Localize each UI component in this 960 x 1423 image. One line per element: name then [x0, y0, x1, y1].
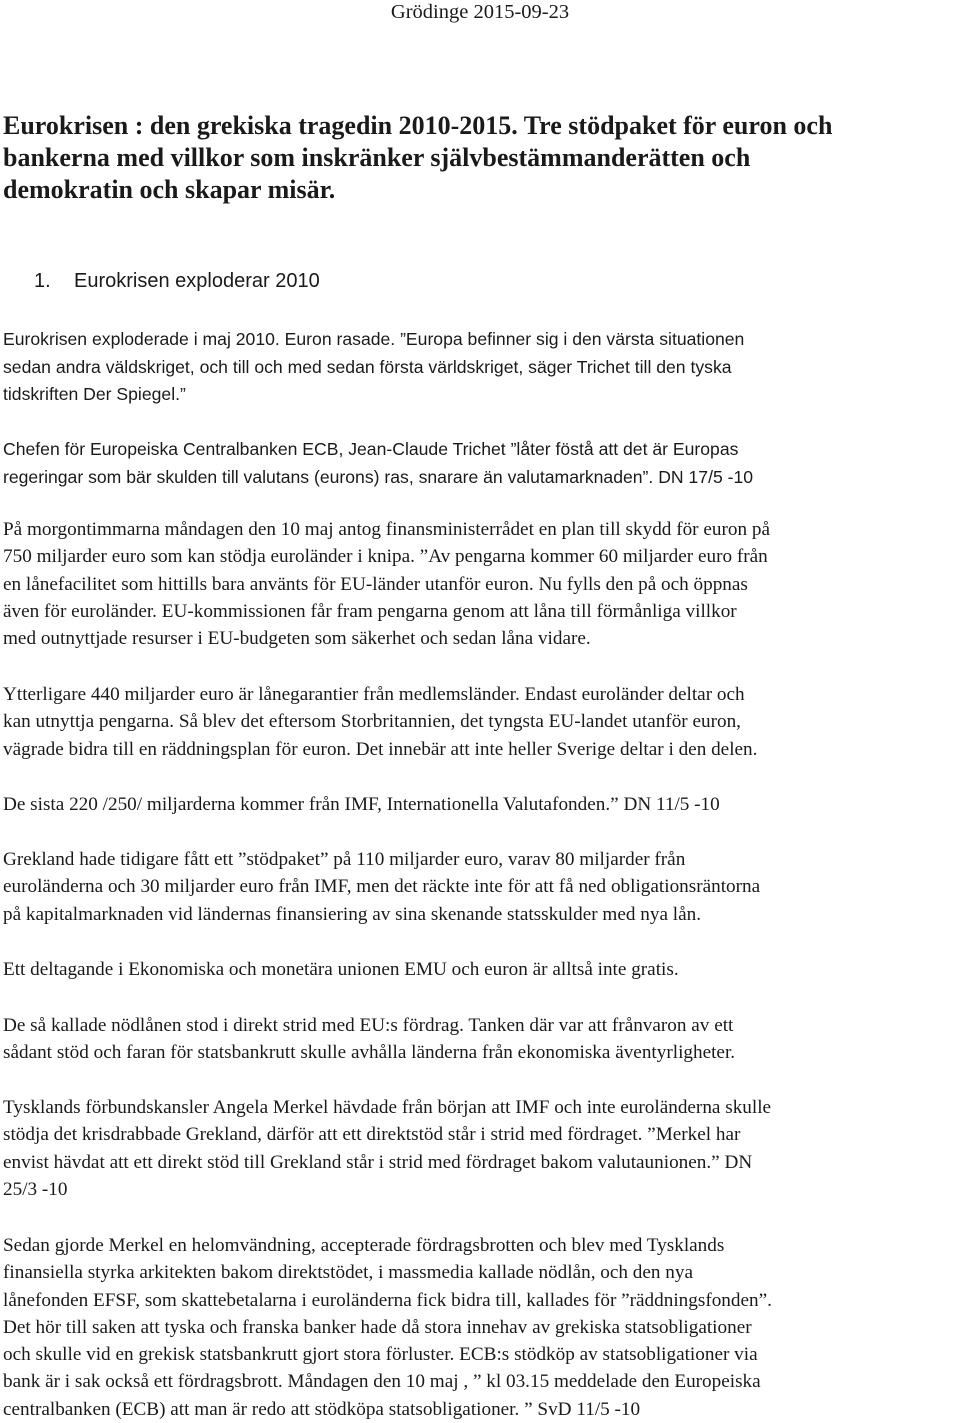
- paragraph-line: De sista 220 /250/ miljarderna kommer från IMF, Internationella Valutafonden.” DN 11/5 -10: [3, 794, 720, 815]
- paragraph-line: med outnyttjade resurser i EU-budgeten som säkerhet och sedan låna vidare.: [3, 628, 591, 650]
- section-number: 1.: [34, 270, 51, 292]
- paragraph-line: finansiella styrka arkitekten bakom direktstödet, i massmedia kallade nödlån, och den nya: [3, 1262, 694, 1284]
- paragraph: [3, 1012, 960, 1067]
- paragraph-line: lånefonden EFSF, som skattebetalarna i euroländerna fick bidra till, kallades för ”räddningsfonden”.: [3, 1289, 772, 1311]
- paragraph-line: kan utnyttja pengarna. Så blev det eftersom Storbritannien, det tyngsta EU-landet utanför euron,: [3, 711, 741, 733]
- paragraph-line: envist hävdat att ett direkt stöd till Grekland står i strid med fördraget bakom valutaunionen.” DN: [3, 1151, 753, 1173]
- title-line: demokratin och skapar misär.: [3, 175, 336, 204]
- paragraph: [3, 516, 960, 652]
- paragraph-line: sedan andra väldskriget, och till och med sedan första världskriget, säger Trichet till den tyska: [3, 356, 732, 377]
- document-title: [3, 110, 953, 206]
- paragraph-line: vägrade bidra till en räddningsplan för euron. Det innebär att inte heller Sverige deltar i den delen.: [3, 738, 758, 760]
- paragraph: [3, 436, 958, 491]
- paragraph-line: 25/3 -10: [3, 1178, 68, 1200]
- paragraph-line: bank är i sak också ett fördragsbrott. Måndagen den 10 maj , ” kl 03.15 meddelade den Europeiska: [3, 1371, 761, 1393]
- paragraph-line: regeringar som bär skulden till valutans (eurons) ras, snarare än valutamarknaden”. DN 17/5 -10: [3, 466, 754, 487]
- paragraph: [3, 1232, 960, 1423]
- section-heading-text: Eurokrisen exploderar 2010: [74, 270, 320, 292]
- paragraph-line: en lånefacilitet som hittills bara använts för EU-länder utanför euron. Nu fylls den på och öppnas: [3, 573, 748, 595]
- paragraph-line: Eurokrisen exploderade i maj 2010. Euron rasade. ”Europa befinner sig i den värsta situationen: [3, 329, 745, 349]
- section-heading: [34, 268, 320, 294]
- paragraph-line: Sedan gjorde Merkel en helomvändning, accepterade fördragsbrotten och blev med Tysklands: [3, 1235, 725, 1256]
- paragraph-line: stödja det krisdrabbade Grekland, därför att ett direktstöd står i strid med fördraget. ”Merkel har: [3, 1124, 741, 1146]
- paragraph-line: Chefen för Europeiska Centralbanken ECB, Jean-Claude Trichet ”låter föstå att det är Europas: [3, 439, 739, 459]
- paragraph-line: centralbanken (ECB) att man är redo att stödköpa statsobligationer. ” SvD 11/5 -10: [3, 1398, 641, 1420]
- paragraph-line: Tysklands förbundskansler Angela Merkel hävdade från början att IMF och inte euroländerna skulle: [3, 1097, 772, 1118]
- paragraph-line: euroländerna och 30 miljarder euro från IMF, men det räckte inte för att få ned obligationsräntorna: [3, 876, 761, 898]
- paragraph-line: Ytterligare 440 miljarder euro är lånegarantier från medlemsländer. Endast euroländer deltar och: [3, 684, 745, 705]
- paragraph-line: Grekland hade tidigare fått ett ”stödpaket” på 110 miljarder euro, varav 80 miljarder från: [3, 849, 686, 870]
- paragraph-line: tidskriften Der Spiegel.”: [3, 384, 186, 404]
- paragraph-line: Det hör till saken att tyska och franska banker hade då stora innehav av grekiska statsobligationer: [3, 1316, 752, 1338]
- title-line: Eurokrisen : den grekiska tragedin 2010-2015. Tre stödpaket för euron och: [3, 111, 833, 140]
- paragraph: [3, 846, 960, 928]
- paragraph-line: 750 miljarder euro som kan stödja euroländer i knipa. ”Av pengarna kommer 60 miljarder euro från: [3, 546, 768, 568]
- paragraph: [3, 1094, 960, 1203]
- paragraph-line: och skulle vid en grekisk statsbankrutt gjort stora förluster. ECB:s stödköp av statsobligationer via: [3, 1344, 758, 1366]
- paragraph-line: sådant stöd och faran för statsbankrutt skulle avhålla länderna från ekonomiska äventyrligheter.: [3, 1042, 736, 1064]
- paragraph: [3, 326, 958, 409]
- paragraph: [3, 956, 960, 983]
- paragraph-line: Ett deltagande i Ekonomiska och monetära unionen EMU och euron är alltså inte gratis.: [3, 959, 679, 980]
- paragraph-line: På morgontimmarna måndagen den 10 maj antog finansministerrådet en plan till skydd för euron på: [3, 519, 770, 540]
- title-line: bankerna med villkor som inskränker självbestämmanderätten och: [3, 143, 751, 172]
- paragraph: [3, 681, 960, 763]
- document-date: Grödinge 2015-09-23: [390, 1, 570, 23]
- paragraph-line: även för euroländer. EU-kommissionen får fram pengarna genom att låna till förmånliga villkor: [3, 600, 737, 622]
- paragraph-line: på kapitalmarknaden vid ländernas finansiering av sina skenande statsskulder med nya lån.: [3, 903, 701, 925]
- paragraph: [3, 791, 960, 818]
- paragraph-line: De så kallade nödlånen stod i direkt strid med EU:s fördrag. Tanken där var att frånvaron av ett: [3, 1015, 734, 1036]
